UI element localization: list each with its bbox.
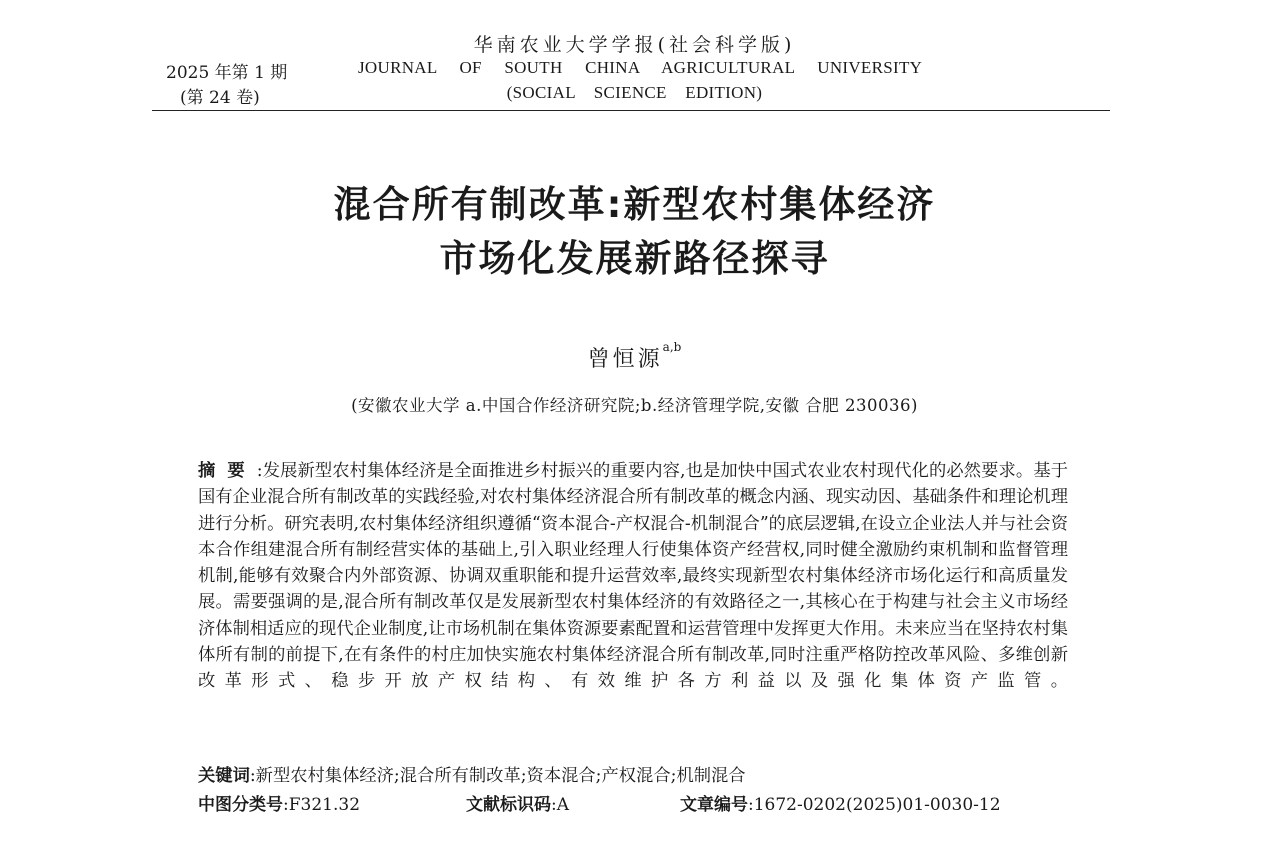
clc-number [198, 790, 360, 815]
author-affiliation: (安徽农业大学 a.中国合作经济研究院;b.经济管理学院,安徽 合肥 230036) [351, 396, 918, 415]
article-title-line-2: 市场化发展新路径探寻 [439, 237, 830, 280]
document-code [466, 790, 569, 815]
author [0, 342, 1269, 373]
keywords-text: :新型农村集体经济;混合所有制改革;资本混合;产权混合;机制混合 [249, 766, 746, 786]
keywords [198, 761, 746, 786]
journal-title-en: JOURNAL OF SOUTH CHINA AGRICULTURAL UNIVERSITY [358, 58, 923, 77]
abstract-label: 摘要 [198, 461, 257, 481]
article-title-line-1: 混合所有制改革:新型农村集体经济 [333, 183, 936, 226]
journal-edition-en: (SOCIAL SCIENCE EDITION) [506, 83, 763, 102]
issue-number: 2025 年第 1 期 [166, 63, 288, 83]
doc-code-label: 文献标识码 [466, 795, 551, 815]
abstract [198, 458, 1068, 695]
header-divider [152, 110, 1110, 111]
article-no-label: 文章编号 [680, 795, 748, 815]
clc-label: 中图分类号 [198, 795, 283, 815]
volume-number: (第 24 卷) [180, 88, 260, 108]
article-number [680, 790, 1001, 815]
article-no-value: :1672-0202(2025)01-0030-12 [748, 795, 1001, 815]
journal-title-cn: 华南农业大学学报(社会科学版) [473, 34, 796, 56]
clc-value: :F321.32 [283, 795, 361, 815]
keywords-label: 关键词 [198, 766, 250, 786]
author-name: 曾恒源 [587, 347, 663, 372]
abstract-text: :发展新型农村集体经济是全面推进乡村振兴的重要内容,也是加快中国式农业农村现代化的必然要求。基于国有企业混合所有制改革的实践经验,对农村集体经济混合所有制改革的概念内涵、现实动因、基础条件和理论机理进行分析。研究表明,农村集体经济组织遵循“资本混合-产权混合-机制混合”的底层逻辑,在设立企业法人并与社会资本合作组建混合所有制经营实体的基础上,引入职业经理人行使集体资产经营权,同时健全激励约束机制和监督管理机制,能够有效聚合内外部资源、协调双重职能和提升运营效率,最终实现新型农村集体经济市场化运行和高质量发展。需要强调的是,混合所有制改革仅是发展新型农村集体经济的有效路径之一,其核心在于构建与社会主义市场经济体制相适应的现代企业制度,让市场机制在集体资源要素配置和运营管理中发挥更大作用。未来应当在坚持农村集体所有制的前提下,在有条件的村庄加快实施农村集体经济混合所有制改革,同时注重严格防控改革风险、多维创新改革形式、稳步开放产权结构、有效维护各方利益以及强化集体资产监管。 [198, 461, 1068, 692]
author-affiliation-marks: a,b [662, 340, 682, 354]
doc-code-value: :A [551, 795, 570, 815]
